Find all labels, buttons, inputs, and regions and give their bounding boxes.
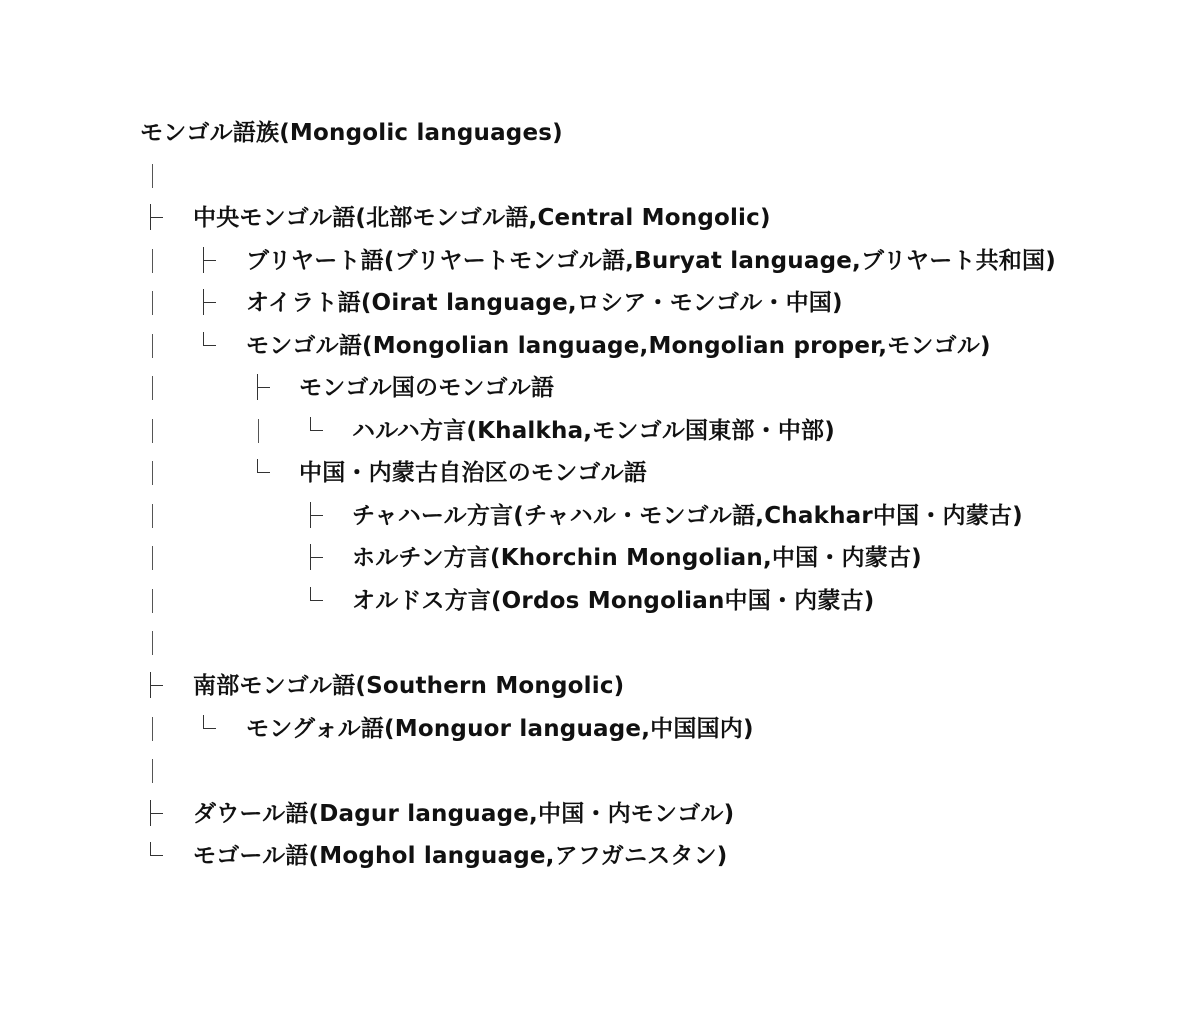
tree-row-mongolia-group	[0, 367, 1200, 409]
tree-line	[152, 164, 153, 188]
tree-row-central	[0, 197, 1200, 239]
mongolian-node-label: モンゴル語(Mongolian language,Mongolian proper,モンゴル)	[246, 333, 991, 359]
branch-connector	[150, 204, 164, 230]
tree-line	[152, 589, 153, 613]
tree-row-oirat	[0, 282, 1200, 324]
khorchin-node-label: ホルチン方言(Khorchin Mongolian,中国・内蒙古)	[352, 545, 922, 571]
tree-line	[152, 717, 153, 741]
buryat-node-label: ブリヤート語(ブリヤートモンゴル語,Buryat language,ブリヤート共和国)	[246, 248, 1056, 274]
central-node-label: 中央モンゴル語(北部モンゴル語,Central Mongolic)	[193, 205, 771, 231]
tree-row-monguor	[0, 708, 1200, 750]
tree-row-root	[0, 112, 1200, 154]
branch-connector	[310, 417, 324, 443]
tree-row-buryat	[0, 240, 1200, 282]
tree-line	[152, 249, 153, 273]
tree-line	[152, 546, 153, 570]
branch-connector	[203, 332, 217, 358]
tree-line	[152, 376, 153, 400]
khalkha-node-label: ハルハ方言(Khalkha,モンゴル国東部・中部)	[352, 418, 835, 444]
tree-row-khorchin	[0, 537, 1200, 579]
tree-row-khalkha	[0, 410, 1200, 452]
branch-connector	[150, 842, 164, 868]
mongolia-group-label: モンゴル国のモンゴル語	[299, 375, 555, 401]
root-node-label: モンゴル語族(Mongolic languages)	[140, 120, 563, 146]
branch-connector	[203, 289, 217, 315]
tree-line	[152, 631, 153, 655]
tree-line	[152, 291, 153, 315]
branch-connector	[257, 374, 271, 400]
tree-line	[152, 461, 153, 485]
ordos-node-label: オルドス方言(Ordos Mongolian中国・内蒙古)	[352, 588, 875, 614]
tree-row-southern	[0, 665, 1200, 707]
tree-line	[152, 759, 153, 783]
tree-line	[258, 419, 259, 443]
monguor-node-label: モングォル語(Monguor language,中国国内)	[246, 716, 754, 742]
branch-connector	[203, 715, 217, 741]
branch-connector	[310, 587, 324, 613]
tree-row-dagur	[0, 793, 1200, 835]
tree-row-chakhar	[0, 495, 1200, 537]
tree-row-inner-group	[0, 452, 1200, 494]
moghol-node-label: モゴール語(Moghol language,アフガニスタン)	[193, 843, 728, 869]
tree-row-moghol	[0, 835, 1200, 877]
tree-row-spacer	[0, 622, 1200, 664]
branch-connector	[150, 672, 164, 698]
branch-connector	[310, 544, 324, 570]
tree-row-spacer	[0, 155, 1200, 197]
tree-line	[152, 504, 153, 528]
dagur-node-label: ダウール語(Dagur language,中国・内モンゴル)	[193, 801, 735, 827]
southern-node-label: 南部モンゴル語(Southern Mongolic)	[193, 673, 625, 699]
tree-row-ordos	[0, 580, 1200, 622]
branch-connector	[150, 800, 164, 826]
tree-line	[152, 419, 153, 443]
tree-row-mongolian	[0, 325, 1200, 367]
branch-connector	[203, 247, 217, 273]
tree-row-spacer	[0, 750, 1200, 792]
branch-connector	[310, 502, 324, 528]
oirat-node-label: オイラト語(Oirat language,ロシア・モンゴル・中国)	[246, 290, 843, 316]
inner-group-label: 中国・内蒙古自治区のモンゴル語	[299, 460, 647, 486]
tree-line	[152, 334, 153, 358]
chakhar-node-label: チャハール方言(チャハル・モンゴル語,Chakhar中国・内蒙古)	[352, 503, 1023, 529]
branch-connector	[257, 459, 271, 485]
